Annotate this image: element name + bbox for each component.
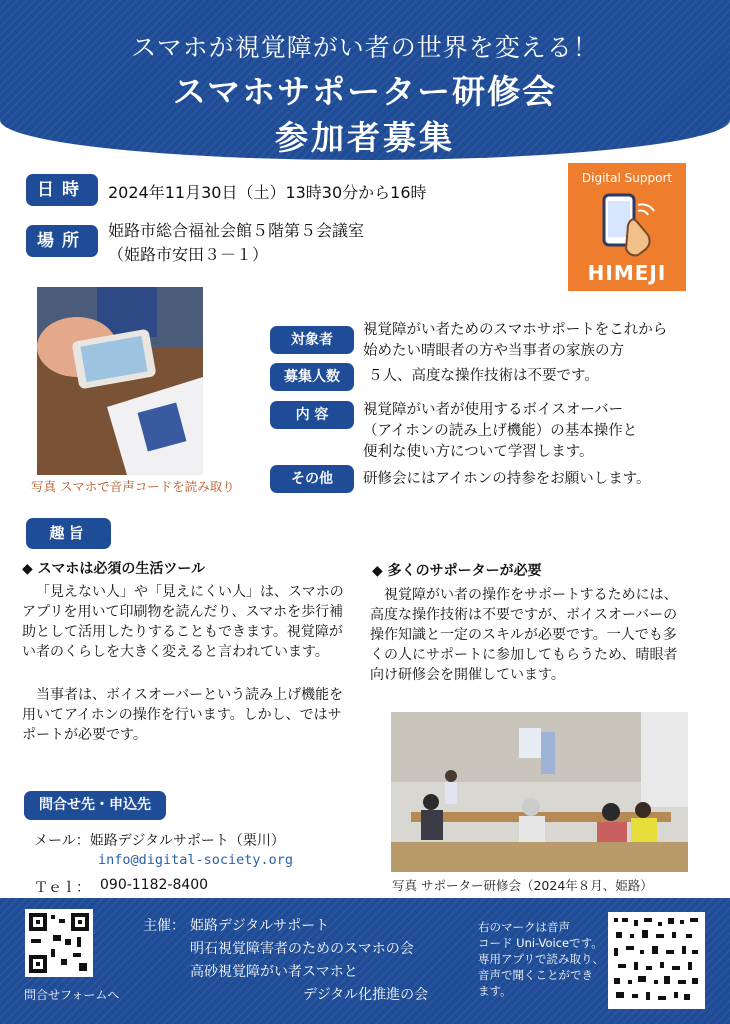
capacity-text (368, 366, 708, 387)
date-label: 日時 (26, 174, 98, 206)
host-1: 姫路デジタルサポート (190, 918, 330, 934)
target-line-1: 視覚障がい者ためのスマホサポートをこれから (363, 322, 668, 338)
uni-voice-line-5: ます。 (478, 984, 512, 998)
host-4: デジタル化推進の会 (303, 987, 429, 1003)
photo-training-illustration (391, 712, 688, 872)
target-text (363, 320, 703, 362)
place-line-2: （姫路市安田３－１） (108, 245, 269, 264)
target-label: 対象者 (270, 326, 354, 354)
qr-code-icon (25, 909, 93, 977)
uni-voice-code-icon (608, 912, 705, 1009)
purpose-right-paragraph: 視覚障がい者の操作をサポートするためには、高度な操作技術は不要ですが、ボイスオーバーの操作知識と一定のスキルが必要です。一人でも多くの人にサポートに参加してもらうため、晴眼者向け研修会を開催しています。 (370, 587, 678, 683)
contact-tel-label: Ｔｅｌ： (34, 880, 90, 896)
uni-voice-line-4: 音声で聞くことができ (478, 968, 593, 982)
uni-voice-note (478, 919, 606, 999)
uni-voice-code[interactable] (608, 912, 705, 1009)
logo-top-text: Digital Support (581, 171, 673, 185)
contact-mail-line: メール：姫路デジタルサポート（栗川） (34, 833, 285, 849)
purpose-left-heading: ◆ スマホは必須の生活ツール (22, 561, 206, 577)
qr-caption: 問合せフォームへ (24, 988, 120, 1002)
digital-support-logo (568, 163, 686, 291)
photo2-caption: 写真 サポーター研修会（2024年８月、姫路） (392, 878, 653, 893)
uni-voice-line-2: コード Uni-Voiceです。 (478, 936, 603, 950)
contact-label: 問合せ先・申込先 (24, 791, 166, 820)
target-line-2: 始めたい晴眼者の方や当事者の家族の方 (363, 343, 624, 359)
photo1-caption: 写真 スマホで音声コードを読み取り (31, 479, 235, 494)
capacity-line-1: ５人、高度な操作技術は不要です。 (368, 368, 599, 384)
purpose-right-heading: ◆ 多くのサポーターが必要 (372, 563, 542, 579)
uni-voice-line-1: 右のマークは音声 (478, 920, 570, 934)
contact-tel[interactable]: 090-1182-8400 (100, 877, 209, 893)
host-2: 明石視覚障害者のためのスマホの会 (190, 941, 414, 957)
uni-voice-line-3: 専用アプリで読み取り、 (478, 952, 605, 966)
photo-smartphone-reading (37, 287, 203, 475)
photo-training-session (391, 712, 688, 872)
smartphone-hand-icon (598, 191, 660, 257)
host-3: 高砂視覚障がい者スマホと (190, 964, 358, 980)
content-line-3: 便利な使い方について学習します。 (363, 444, 594, 460)
content-label: 内 容 (270, 401, 354, 429)
other-text (363, 469, 703, 490)
host-label: 主催： (143, 918, 185, 934)
place-line-1: 姫路市総合福祉会館５階第５会議室 (108, 221, 365, 240)
page-subtitle: 参加者募集 (275, 118, 455, 157)
content-line-2: （アイホンの読み上げ機能）の基本操作と (363, 423, 638, 439)
contact-email-link[interactable]: info@digital-society.org (98, 852, 294, 868)
place-value (108, 219, 364, 267)
capacity-label: 募集人数 (270, 363, 354, 391)
purpose-label: 趣旨 (26, 518, 111, 549)
other-line-1: 研修会にはアイホンの持参をお願いします。 (363, 471, 651, 487)
date-value: 2024年11月30日（土）13時30分から16時 (108, 183, 427, 202)
header-tagline: スマホが視覚障がい者の世界を変える！ (131, 33, 599, 62)
page-title: スマホサポーター研修会 (172, 72, 558, 111)
logo-bottom-text: HIMEJI (587, 261, 667, 285)
contact-form-qr-code[interactable] (25, 909, 93, 977)
photo-smartphone-illustration (37, 287, 203, 475)
content-line-1: 視覚障がい者が使用するボイスオーバー (363, 402, 624, 418)
purpose-left-paragraph-2: 当事者は、ボイスオーバーという読み上げ機能を用いてアイホンの操作を行います。しかし、ではサポートが必要です。 (22, 687, 344, 743)
other-label: その他 (270, 465, 354, 493)
place-label: 場所 (26, 225, 98, 257)
purpose-left-paragraph-1: 「見えない人」や「見えにくい人」は、スマホのアプリを用いて印刷物を読んだり、スマホを歩行補助として活用したりすることもできます。視覚障がい者のくらしを大きく変えると言われています。 (22, 584, 344, 660)
content-text (363, 400, 703, 463)
